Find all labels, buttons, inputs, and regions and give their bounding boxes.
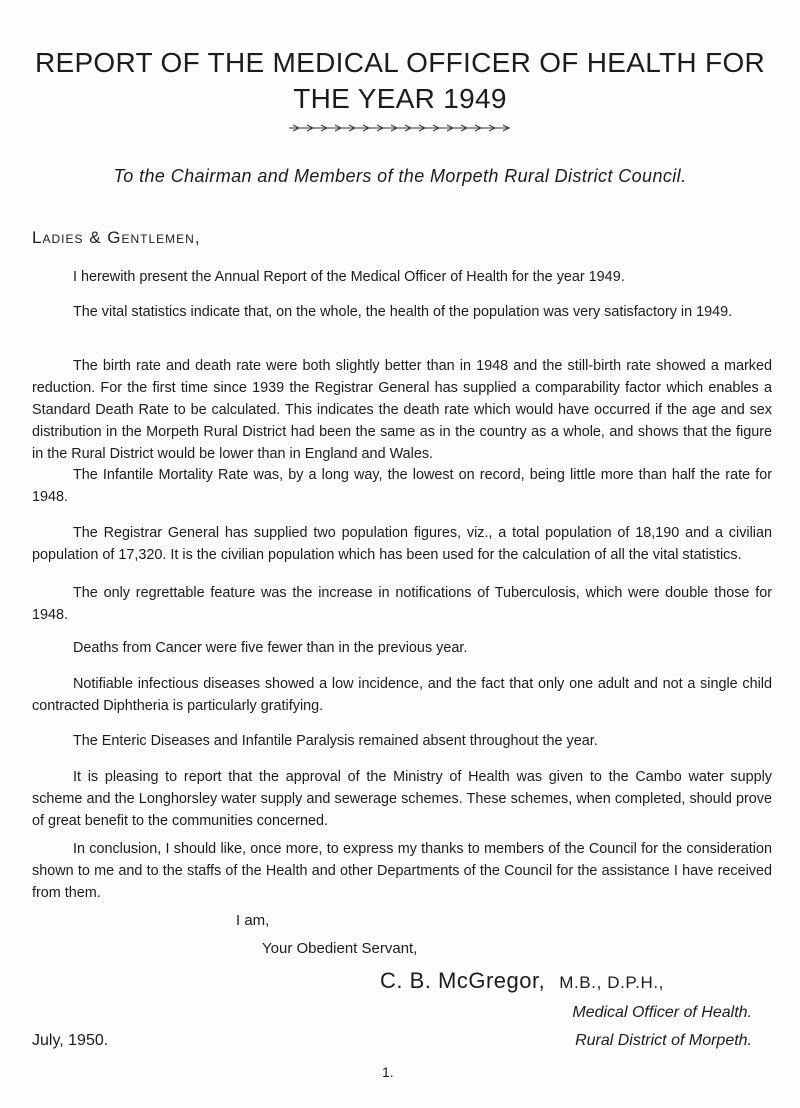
report-title-line1: REPORT OF THE MEDICAL OFFICER OF HEALTH FOR — [34, 47, 766, 78]
paragraph-enteric-diseases: The Enteric Diseases and Infantile Paralysis remained absent throughout the year. — [73, 733, 598, 749]
paragraph-infant-mortality: The Infantile Mortality Rate was, by a long way, the lowest on record, being little more than half the rate for 1948. — [32, 467, 772, 505]
signatory-qualifications: M.B., D.P.H., — [559, 973, 665, 992]
report-title-line2: THE YEAR 1949 — [293, 83, 507, 114]
paragraph-vital-statistics: The vital statistics indicate that, on the whole, the health of the population was very satisfactory in 1949. — [73, 304, 733, 320]
paragraph-birth-death-rates: The birth rate and death rate were both slightly better than in 1948 and the still-birth rate showed a marked reduction. For the first time since 1939 the Registrar General has supplied a comparability factor which enables a Standard Death Rate to be calculated. This indicates the death rate which would have occurred if the age and sex distribution in the Morpeth Rural District had been the same as in the country as a whole, and shows that the figure in the Rural District would be lower than in England and Wales. — [32, 358, 772, 462]
salutation: Ladies & Gentlemen, — [32, 228, 201, 247]
signature-line — [380, 968, 664, 994]
paragraph-cancer: Deaths from Cancer were five fewer than in the previous year. — [73, 640, 468, 656]
paragraph-infectious-diseases: Notifiable infectious diseases showed a low incidence, and the fact that only one adult and not a single child contracted Diphtheria is particularly gratifying. — [32, 676, 772, 714]
closing-i-am: I am, — [236, 912, 270, 929]
report-date: July, 1950. — [32, 1032, 109, 1049]
closing-servant: Your Obedient Servant, — [262, 940, 418, 957]
signatory-title: Medical Officer of Health. — [572, 1004, 752, 1021]
paragraph-water-schemes: It is pleasing to report that the approval of the Ministry of Health was given to the Cambo water supply scheme and the Longhorsley water supply and sewerage schemes. These schemes, when completed, should prove of great benefit to the communities concerned. — [32, 769, 772, 829]
paragraph-population: The Registrar General has supplied two population figures, viz., a total population of 18,190 and a civilian population of 17,320. It is the civilian population which has been used for the calculation of all the vital statistics. — [32, 525, 772, 563]
signatory-name: C. B. McGregor, — [380, 968, 546, 993]
paragraph-tuberculosis: The only regrettable feature was the increase in notifications of Tuberculosis, which were double those for 1948. — [32, 585, 772, 623]
paragraph-conclusion: In conclusion, I should like, once more, to express my thanks to members of the Council for the consideration shown to me and to the staffs of the Health and other Departments of the Council for the assistance I have received from them. — [32, 841, 772, 901]
signatory-district: Rural District of Morpeth. — [575, 1032, 752, 1049]
paragraph-intro: I herewith present the Annual Report of the Medical Officer of Health for the year 1949. — [73, 269, 625, 285]
addressee-line: To the Chairman and Members of the Morpeth Rural District Council. — [113, 166, 687, 186]
decorative-rule-ornament — [287, 122, 512, 134]
page-number: 1. — [382, 1064, 394, 1080]
